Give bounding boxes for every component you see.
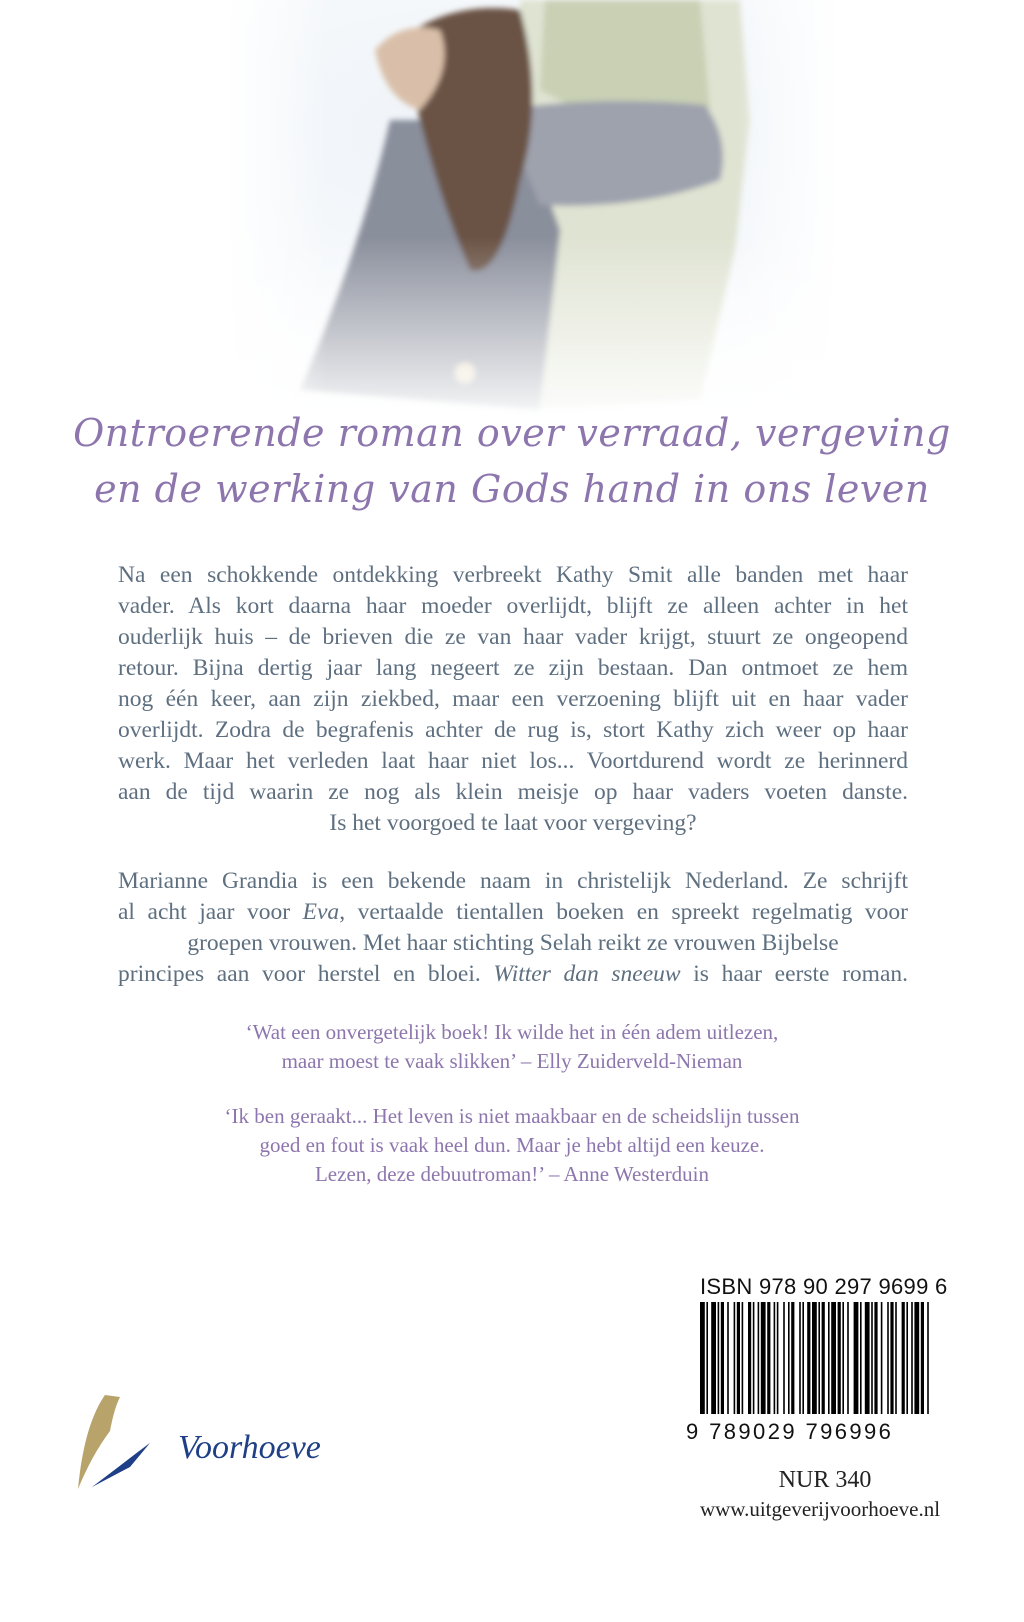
quote-line: ‘Wat een onvergetelijk boek! Ik wilde het in één adem uitlezen, [245, 1020, 779, 1044]
bio-text: is haar eerste roman. [680, 961, 909, 987]
bio-text: principes aan voor herstel en bloei. [118, 961, 494, 987]
tagline-line: en de werking van Gods hand in ons leven [94, 467, 930, 511]
embracing-couple-illustration [0, 0, 1024, 430]
synopsis-line: ouderlijk huis – de brieven die ze van haar vader krijgt, stuurt ze ongeopend [118, 624, 908, 650]
bio-text: al acht jaar voor [118, 899, 303, 925]
barcode [700, 1302, 932, 1414]
magazine-title: Eva [302, 899, 340, 925]
synopsis-line: retour. Bijna dertig jaar lang negeert ze zijn bestaan. Dan ontmoet ze hem [118, 655, 908, 681]
synopsis-line: Is het voorgoed te laat voor vergeving? [329, 810, 697, 836]
synopsis-line: overlijdt. Zodra de begrafenis achter de rug is, stort Kathy zich weer op haar [118, 717, 908, 743]
quote-line: maar moest te vaak slikken’ – Elly Zuiderveld-Nieman [281, 1049, 743, 1073]
publisher-url: www.uitgeverijvoorhoeve.nl [699, 1497, 941, 1521]
book-title: Witter dan sneeuw [493, 961, 681, 987]
bio-line [118, 897, 908, 928]
synopsis-line: nog één keer, aan zijn ziekbed, maar een verzoening blijft uit en haar vader [118, 686, 908, 712]
author-bio [118, 866, 908, 990]
quote-line: ‘Ik ben geraakt... Het leven is niet maakbaar en de scheidslijn tussen [224, 1104, 800, 1128]
tagline [0, 405, 1024, 517]
synopsis [118, 560, 908, 839]
publisher-name: Voorhoeve [178, 1429, 321, 1466]
synopsis-line: Na een schokkende ontdekking verbreekt Kathy Smit alle banden met haar [118, 562, 908, 588]
review-quote [0, 1018, 1024, 1076]
bio-line: Marianne Grandia is een bekende naam in christelijk Nederland. Ze schrijft [118, 868, 908, 894]
synopsis-line: aan de tijd waarin ze nog als klein meisje op haar vaders voeten danste. [118, 779, 908, 805]
isbn-digits: 9 789029 796996 [686, 1419, 894, 1444]
tagline-line: Ontroerende roman over verraad, vergeving [73, 411, 951, 455]
bio-text: , vertaalde tientallen boeken en spreekt regelmatig voor [339, 899, 908, 925]
bio-line: groepen vrouwen. Met haar stichting Selah reikt ze vrouwen Bijbelse [187, 930, 839, 956]
cover-photo [0, 0, 1024, 430]
synopsis-line: vader. Als kort daarna haar moeder overlijdt, blijft ze alleen achter in het [118, 593, 908, 619]
nur-code: NUR 340 [778, 1467, 872, 1493]
quote-line: Lezen, deze debuutroman!’ – Anne Westerduin [314, 1162, 710, 1186]
synopsis-line: werk. Maar het verleden laat haar niet los... Voortdurend wordt ze herinnerd [118, 748, 908, 774]
review-quote [0, 1102, 1024, 1189]
bio-line [118, 959, 908, 990]
isbn-label: ISBN 978 90 297 9699 6 [700, 1274, 948, 1299]
quote-line: goed en fout is vaak heel dun. Maar je hebt altijd een keuze. [259, 1133, 765, 1157]
